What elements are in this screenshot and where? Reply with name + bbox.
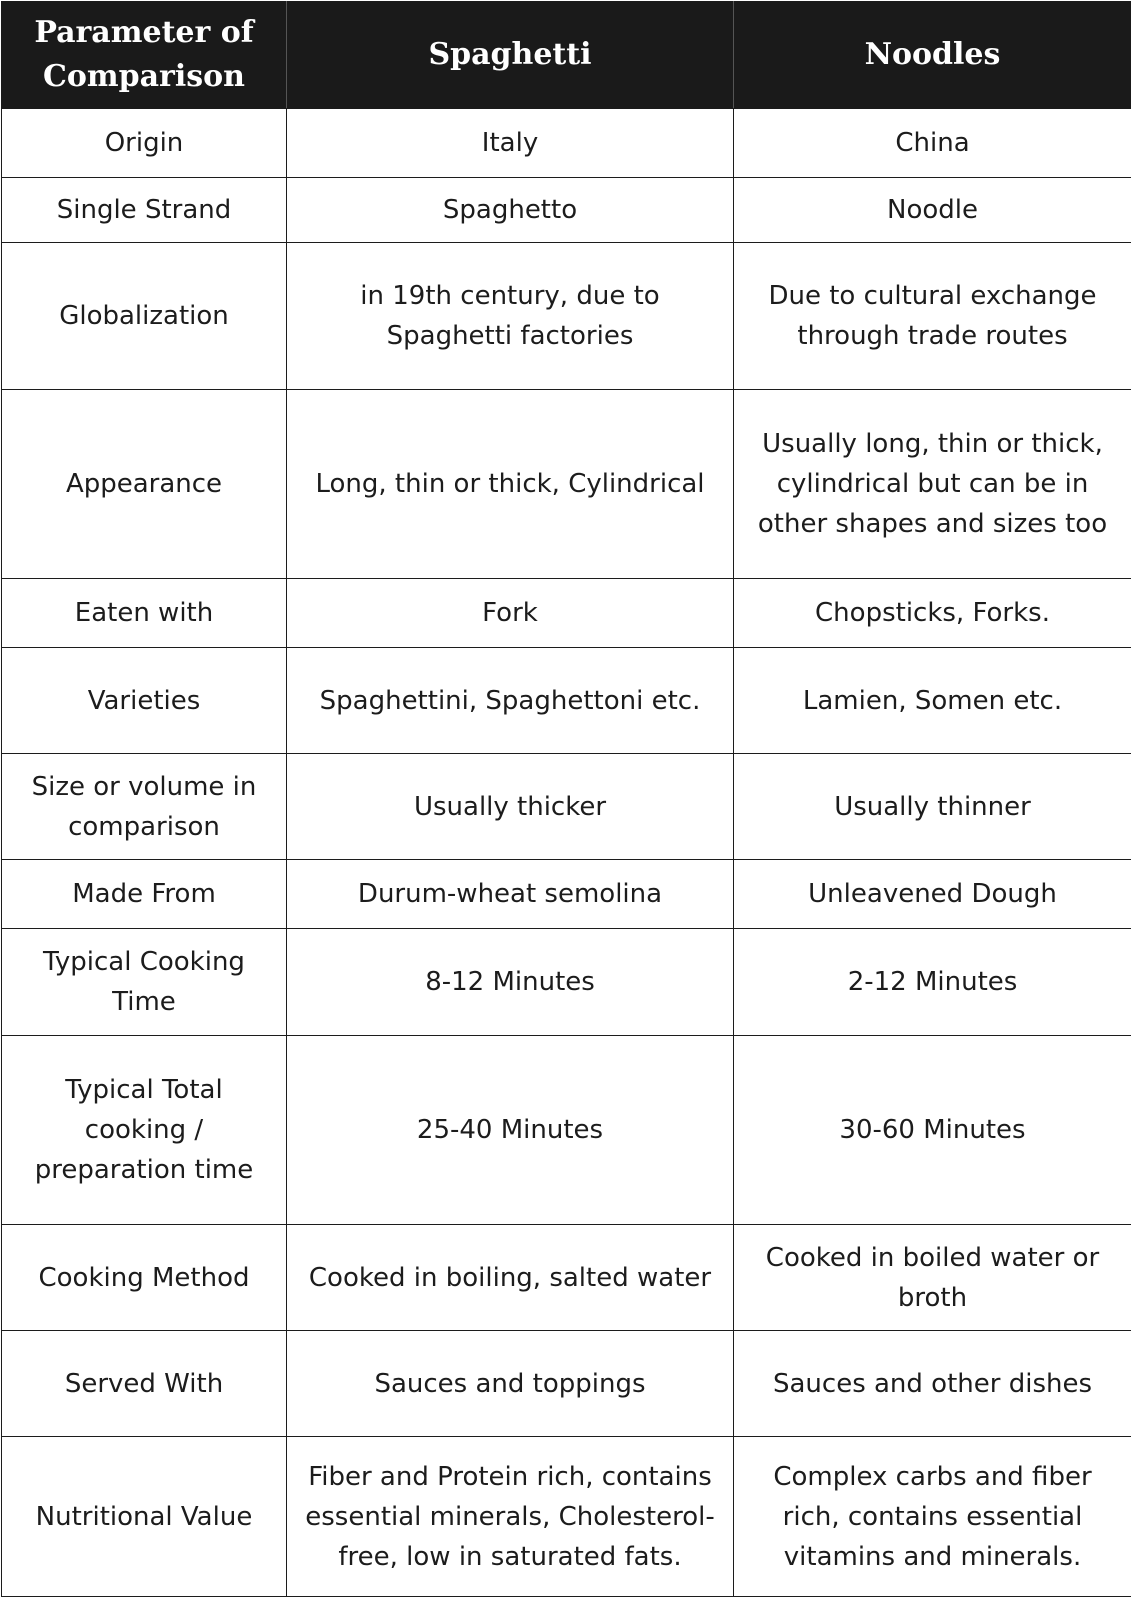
table-row [2, 860, 1131, 929]
row-label: Nutritional Value [2, 1437, 287, 1597]
spaghetti-cell: Spaghettini, Spaghettoni etc. [287, 648, 734, 754]
spaghetti-cell: Fiber and Protein rich, contains essential minerals, Cholesterol- free, low in saturated fats. [287, 1437, 734, 1597]
noodles-cell: Noodle [734, 178, 1131, 243]
table-row [2, 579, 1131, 648]
noodles-cell: 30-60 Minutes [734, 1036, 1131, 1225]
table-row [2, 1331, 1131, 1437]
table-row [2, 178, 1131, 243]
row-label: Varieties [2, 648, 287, 754]
spaghetti-cell: 25-40 Minutes [287, 1036, 734, 1225]
row-label: Made From [2, 860, 287, 929]
noodles-cell: Complex carbs and fiber rich, contains essential vitamins and minerals. [734, 1437, 1131, 1597]
noodles-cell: Usually thinner [734, 754, 1131, 860]
table-row [2, 243, 1131, 390]
spaghetti-cell: Spaghetto [287, 178, 734, 243]
noodles-cell: Due to cultural exchange through trade routes [734, 243, 1131, 390]
noodles-cell: Usually long, thin or thick, cylindrical but can be in other shapes and sizes too [734, 390, 1131, 579]
row-label: Appearance [2, 390, 287, 579]
row-label: Served With [2, 1331, 287, 1437]
table-row [2, 390, 1131, 579]
table-row [2, 1036, 1131, 1225]
spaghetti-cell: in 19th century, due to Spaghetti factories [287, 243, 734, 390]
table-row [2, 1225, 1131, 1331]
row-label: Origin [2, 109, 287, 178]
table-row [2, 754, 1131, 860]
spaghetti-cell: Sauces and toppings [287, 1331, 734, 1437]
spaghetti-cell: Long, thin or thick, Cylindrical [287, 390, 734, 579]
header-noodles: Noodles [734, 2, 1131, 109]
row-label: Cooking Method [2, 1225, 287, 1331]
row-label: Eaten with [2, 579, 287, 648]
header-row [2, 2, 1131, 109]
noodles-cell: Cooked in boiled water or broth [734, 1225, 1131, 1331]
noodles-cell: 2-12 Minutes [734, 929, 1131, 1036]
row-label: Single Strand [2, 178, 287, 243]
noodles-cell: China [734, 109, 1131, 178]
spaghetti-cell: Durum-wheat semolina [287, 860, 734, 929]
spaghetti-cell: 8-12 Minutes [287, 929, 734, 1036]
spaghetti-cell: Cooked in boiling, salted water [287, 1225, 734, 1331]
header-spaghetti: Spaghetti [287, 2, 734, 109]
spaghetti-cell: Fork [287, 579, 734, 648]
spaghetti-cell: Italy [287, 109, 734, 178]
row-label: Globalization [2, 243, 287, 390]
table-row [2, 109, 1131, 178]
comparison-table [1, 1, 1131, 1597]
row-label: Typical Total cooking / preparation time [2, 1036, 287, 1225]
row-label: Size or volume in comparison [2, 754, 287, 860]
noodles-cell: Chopsticks, Forks. [734, 579, 1131, 648]
table-row [2, 1437, 1131, 1597]
spaghetti-cell: Usually thicker [287, 754, 734, 860]
header-parameter: Parameter of Comparison [2, 2, 287, 109]
noodles-cell: Unleavened Dough [734, 860, 1131, 929]
table-row [2, 648, 1131, 754]
noodles-cell: Lamien, Somen etc. [734, 648, 1131, 754]
table-row [2, 929, 1131, 1036]
row-label: Typical Cooking Time [2, 929, 287, 1036]
noodles-cell: Sauces and other dishes [734, 1331, 1131, 1437]
